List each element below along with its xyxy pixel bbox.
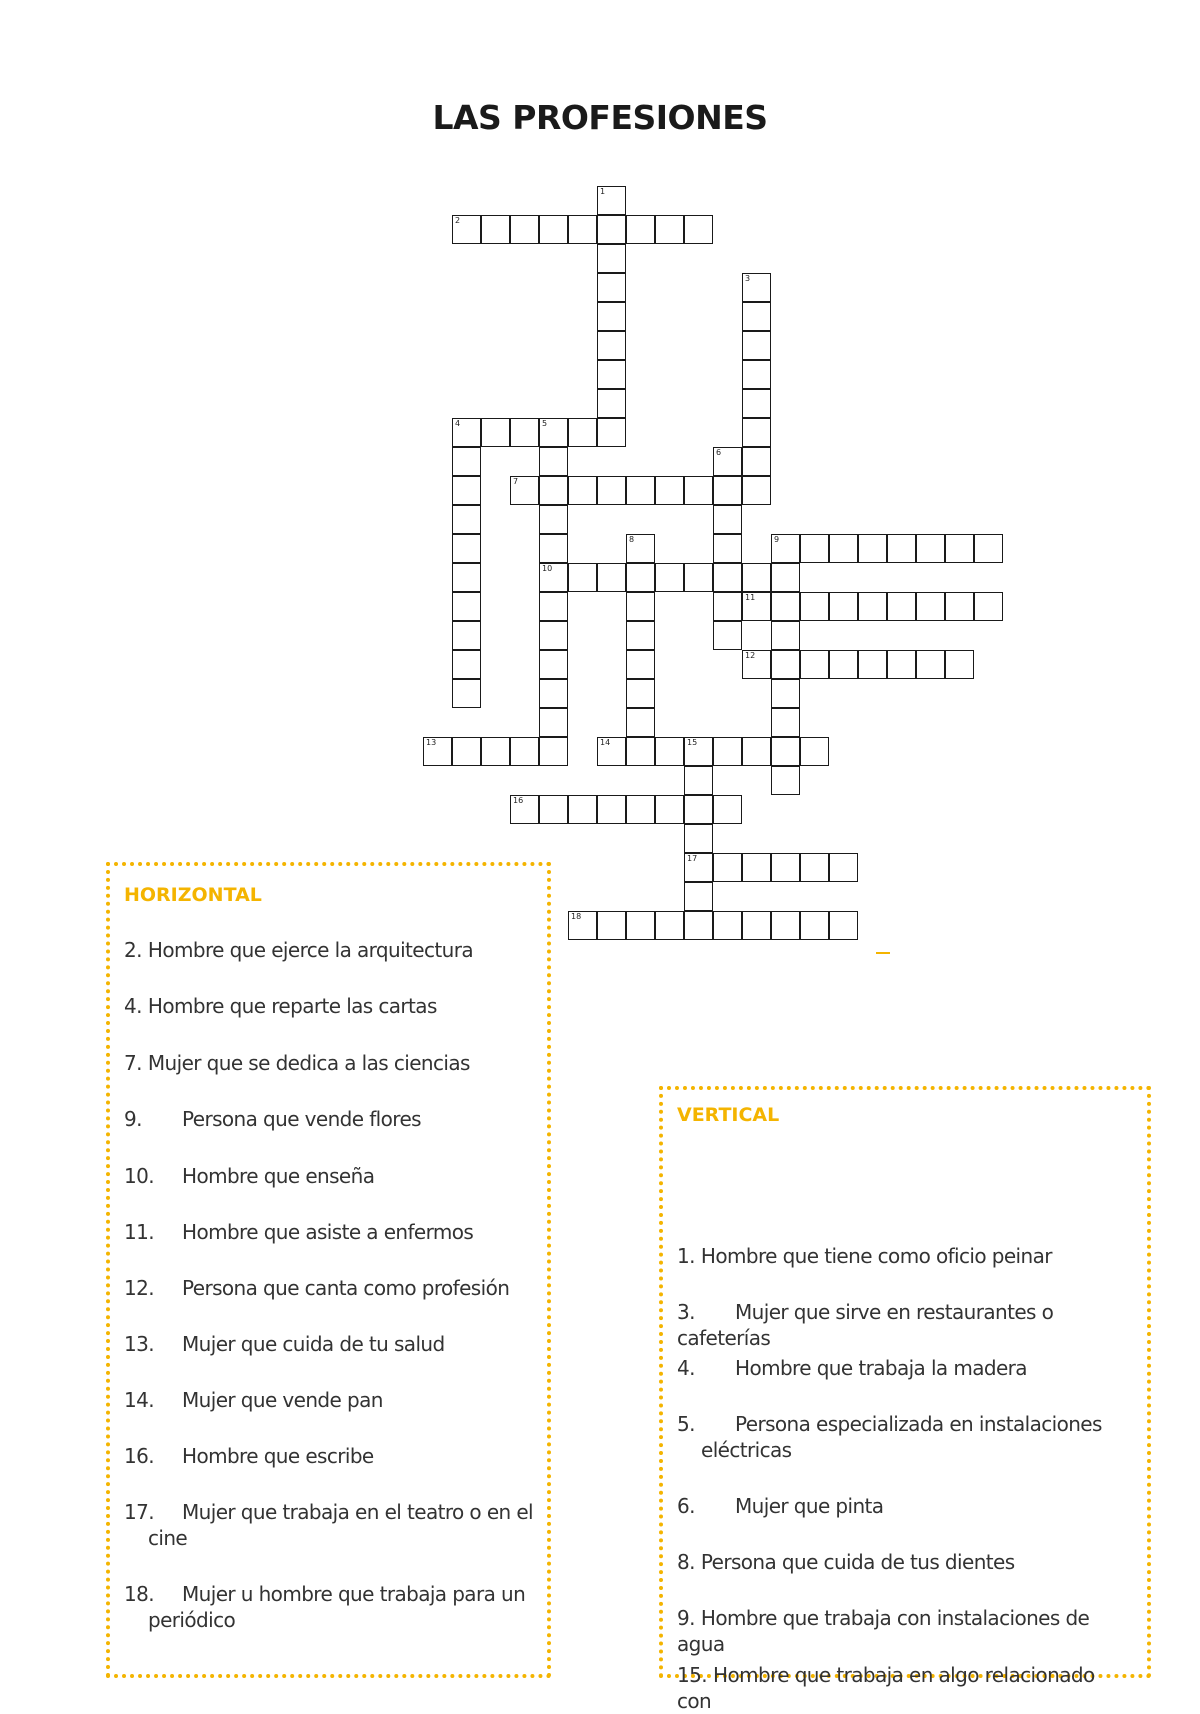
crossword-cell[interactable] [481,418,510,447]
clue-text: Mujer que pinta [735,1494,884,1518]
crossword-cell[interactable] [626,708,655,737]
crossword-cell[interactable] [713,563,742,592]
clue-number: 6. [677,1494,695,1518]
clue-number: 3. [677,1300,695,1324]
crossword-cell[interactable] [742,302,771,331]
crossword-cell[interactable] [452,215,481,244]
clue-number: 12 [745,651,756,660]
crossword-cell[interactable] [684,476,713,505]
clue-number: 15. [677,1663,708,1687]
crossword-cell[interactable] [771,534,800,563]
crossword-cell[interactable] [829,650,858,679]
clue-number: 11 [745,593,756,602]
crossword-cell[interactable] [916,534,945,563]
clue-number: 7 [513,477,519,486]
clue-text: Hombre que reparte las cartas [147,994,437,1018]
crossword-cell[interactable] [887,650,916,679]
clue-text: Hombre que enseña [182,1164,375,1188]
clue-text: Mujer que se dedica a las ciencias [147,1051,470,1075]
crossword-cell[interactable] [771,853,800,882]
crossword-cell[interactable] [800,592,829,621]
clue-text: Hombre que escribe [182,1444,374,1468]
crossword-cell[interactable] [452,563,481,592]
crossword-cell[interactable] [713,447,742,476]
crossword-cell[interactable] [539,795,568,824]
crossword-cell[interactable] [713,853,742,882]
crossword-cell[interactable] [655,737,684,766]
clue-number: 4 [455,419,461,428]
crossword-cell[interactable] [626,476,655,505]
crossword-cell[interactable] [713,621,742,650]
crossword-cell[interactable] [539,708,568,737]
clue-text: Hombre que asiste a enfermos [182,1220,474,1244]
vertical-clue [677,1411,1117,1463]
crossword-cell[interactable] [800,911,829,940]
crossword-cell[interactable] [481,215,510,244]
clue-text: Hombre que trabaja la madera [735,1356,1027,1380]
clue-number: 15 [687,738,698,747]
crossword-cell[interactable] [568,476,597,505]
clue-text-continued: periódico [148,1608,236,1632]
crossword-cell[interactable] [626,795,655,824]
crossword-cell[interactable] [597,186,626,215]
horizontal-clue [124,937,564,963]
vertical-clue [677,1243,1117,1269]
crossword-cell[interactable] [626,650,655,679]
crossword-cell[interactable] [742,650,771,679]
vertical-clues-box [659,1086,1151,1713]
page-title: LAS PROFESIONES [432,98,768,137]
clue-text: Hombre que ejerce la arquitectura [147,938,473,962]
crossword-cell[interactable] [481,737,510,766]
horizontal-clue [124,1581,564,1633]
clue-number: 16. [124,1444,155,1468]
clue-text: Mujer que vende pan [182,1388,383,1412]
clue-text-continued: eléctricas [701,1438,792,1462]
crossword-cell[interactable] [742,911,771,940]
crossword-cell[interactable] [452,534,481,563]
clue-text: Mujer que cuida de tu salud [182,1332,445,1356]
clue-number: 8. [677,1550,695,1574]
crossword-cell[interactable] [597,389,626,418]
clue-number: 17 [687,854,698,863]
crossword-cell[interactable] [713,737,742,766]
crossword-cell[interactable] [539,563,568,592]
crossword-cell[interactable] [626,215,655,244]
crossword-cell[interactable] [800,650,829,679]
crossword-cell[interactable] [510,795,539,824]
horizontal-clue [124,1050,564,1076]
clue-number: 9 [774,535,780,544]
vertical-clue [677,1549,1117,1575]
crossword-cell[interactable] [423,737,452,766]
crossword-cell[interactable] [742,476,771,505]
crossword-cell[interactable] [568,795,597,824]
clue-number: 4. [677,1356,695,1380]
crossword-cell[interactable] [684,882,713,911]
crossword-cell[interactable] [684,737,713,766]
crossword-cell[interactable] [597,418,626,447]
clue-number: 8 [629,535,635,544]
crossword-cell[interactable] [597,476,626,505]
crossword-cell[interactable] [713,795,742,824]
clue-number: 9. [124,1107,142,1131]
vertical-clue [677,1493,1117,1519]
crossword-cell[interactable] [742,331,771,360]
crossword-cell[interactable] [829,534,858,563]
horizontal-clue [124,1219,564,1245]
vertical-clue [677,1605,1117,1657]
crossword-cell[interactable] [597,737,626,766]
crossword-cell[interactable] [771,737,800,766]
crossword-cell[interactable] [510,418,539,447]
clue-text: Mujer que sirve en restaurantes o cafeterías [677,1300,1054,1350]
crossword-cell[interactable] [626,621,655,650]
crossword-cell[interactable] [539,447,568,476]
crossword-cell[interactable] [452,418,481,447]
horizontal-clue [124,993,564,1019]
clue-number: 7. [124,1051,142,1075]
clue-number: 16 [513,796,524,805]
clue-number: 10 [542,564,553,573]
crossword-cell[interactable] [655,911,684,940]
clue-text: Hombre que trabaja en algo relacionado con [677,1663,1095,1713]
crossword-cell[interactable] [916,592,945,621]
crossword-cell[interactable] [655,795,684,824]
clue-number: 5 [542,419,548,428]
crossword-cell[interactable] [626,534,655,563]
crossword-cell[interactable] [597,911,626,940]
crossword-cell[interactable] [829,911,858,940]
clue-number: 13 [426,738,437,747]
clue-text: Mujer u hombre que trabaja para un [182,1582,526,1606]
crossword-cell[interactable] [945,650,974,679]
clue-text: Persona que vende flores [182,1107,421,1131]
crossword-cell[interactable] [771,621,800,650]
clue-text: Hombre que tiene como oficio peinar [700,1244,1052,1268]
clue-number: 2 [455,216,461,225]
crossword-cell[interactable] [858,592,887,621]
crossword-cell[interactable] [539,534,568,563]
horizontal-clue [124,1331,564,1357]
crossword-cell[interactable] [829,592,858,621]
crossword-cell[interactable] [858,534,887,563]
clue-number: 6 [716,448,722,457]
clue-number: 17. [124,1500,155,1524]
crossword-cell[interactable] [742,273,771,302]
crossword-cell[interactable] [684,853,713,882]
clue-number: 18 [571,912,582,921]
clue-text: Mujer que trabaja en el teatro o en el [182,1500,534,1524]
crossword-cell[interactable] [684,215,713,244]
crossword-cell[interactable] [713,505,742,534]
clue-number: 11. [124,1220,155,1244]
crossword-cell[interactable] [742,853,771,882]
clue-number: 14. [124,1388,155,1412]
crossword-cell[interactable] [887,534,916,563]
crossword-cell[interactable] [452,621,481,650]
crossword-cell[interactable] [713,534,742,563]
crossword-cell[interactable] [684,795,713,824]
crossword-cell[interactable] [597,215,626,244]
clue-text: Persona especializada en instalaciones [735,1412,1102,1436]
crossword-cell[interactable] [655,476,684,505]
clue-number: 18. [124,1582,155,1606]
crossword-cell[interactable] [539,418,568,447]
crossword-cell[interactable] [800,534,829,563]
horizontal-clue [124,1275,564,1301]
horizontal-clue [124,1443,564,1469]
clue-number: 12. [124,1276,155,1300]
clue-text: Persona que cuida de tus dientes [700,1550,1015,1574]
crossword-cell[interactable] [713,911,742,940]
horizontal-header: HORIZONTAL [124,884,262,906]
crossword-cell[interactable] [771,592,800,621]
crossword-cell[interactable] [626,563,655,592]
clue-number: 9. [677,1606,695,1630]
crossword-cell[interactable] [452,592,481,621]
clue-text: Persona que canta como profesión [182,1276,510,1300]
horizontal-clues-box [106,862,551,1678]
crossword-cell[interactable] [742,360,771,389]
crossword-cell[interactable] [452,737,481,766]
crossword-cell[interactable] [945,592,974,621]
crossword-cell[interactable] [684,911,713,940]
clue-number: 1. [677,1244,695,1268]
crossword-cell[interactable] [974,534,1003,563]
crossword-cell[interactable] [655,215,684,244]
crossword-cell[interactable] [858,650,887,679]
vertical-clue [677,1662,1117,1714]
crossword-cell[interactable] [539,215,568,244]
crossword-cell[interactable] [800,853,829,882]
crossword-cell[interactable] [510,737,539,766]
crossword-cell[interactable] [452,679,481,708]
crossword-cell[interactable] [539,592,568,621]
crossword-cell[interactable] [539,476,568,505]
crossword-cell[interactable] [626,737,655,766]
crossword-cell[interactable] [887,592,916,621]
crossword-cell[interactable] [510,476,539,505]
crossword-cell[interactable] [771,563,800,592]
crossword-cell[interactable] [771,650,800,679]
crossword-cell[interactable] [713,476,742,505]
crossword-cell[interactable] [771,766,800,795]
crossword-cell[interactable] [684,824,713,853]
clue-number: 4. [124,994,142,1018]
crossword-cell[interactable] [655,563,684,592]
crossword-cell[interactable] [597,360,626,389]
crossword-cell[interactable] [742,418,771,447]
clue-number: 2. [124,938,142,962]
crossword-cell[interactable] [742,447,771,476]
horizontal-clue [124,1106,564,1132]
crossword-cell[interactable] [626,911,655,940]
crossword-cell[interactable] [626,679,655,708]
vertical-header: VERTICAL [677,1104,780,1126]
crossword-cell[interactable] [568,911,597,940]
crossword-cell[interactable] [916,650,945,679]
crossword-cell[interactable] [452,650,481,679]
crossword-cell[interactable] [452,447,481,476]
crossword-cell[interactable] [539,621,568,650]
horizontal-clue [124,1387,564,1413]
crossword-cell[interactable] [742,563,771,592]
crossword-cell[interactable] [539,505,568,534]
crossword-cell[interactable] [452,476,481,505]
crossword-cell[interactable] [945,534,974,563]
crossword-cell[interactable] [742,389,771,418]
crossword-cell[interactable] [597,331,626,360]
clue-number: 1 [600,187,606,196]
crossword-cell[interactable] [771,679,800,708]
clue-number: 13. [124,1332,155,1356]
clue-number: 10. [124,1164,155,1188]
crossword-cell[interactable] [539,737,568,766]
clue-number: 5. [677,1412,695,1436]
crossword-cell[interactable] [510,215,539,244]
crossword-cell[interactable] [800,737,829,766]
crossword-cell[interactable] [539,679,568,708]
crossword-cell[interactable] [539,650,568,679]
crossword-cell[interactable] [597,273,626,302]
clue-text-continued: cine [148,1526,188,1550]
vertical-clue [677,1355,1117,1381]
clue-text: Hombre que trabaja con instalaciones de agua [677,1606,1090,1656]
clue-number: 3 [745,274,751,283]
crossword-cell[interactable] [684,766,713,795]
crossword-cell[interactable] [597,563,626,592]
crossword-cell[interactable] [452,505,481,534]
crossword-cell[interactable] [742,592,771,621]
crossword-cell[interactable] [684,563,713,592]
crossword-cell[interactable] [829,853,858,882]
horizontal-clue [124,1499,564,1551]
crossword-cell[interactable] [771,911,800,940]
crossword-cell[interactable] [568,215,597,244]
crossword-cell[interactable] [771,708,800,737]
crossword-cell[interactable] [597,795,626,824]
crossword-cell[interactable] [568,563,597,592]
crossword-cell[interactable] [597,244,626,273]
crossword-cell[interactable] [742,737,771,766]
vertical-clue [677,1299,1117,1351]
horizontal-clue [124,1163,564,1189]
decorative-mark [876,952,890,954]
crossword-cell[interactable] [597,302,626,331]
clue-number: 14 [600,738,611,747]
crossword-cell[interactable] [974,592,1003,621]
crossword-cell[interactable] [713,592,742,621]
crossword-cell[interactable] [568,418,597,447]
crossword-cell[interactable] [626,592,655,621]
